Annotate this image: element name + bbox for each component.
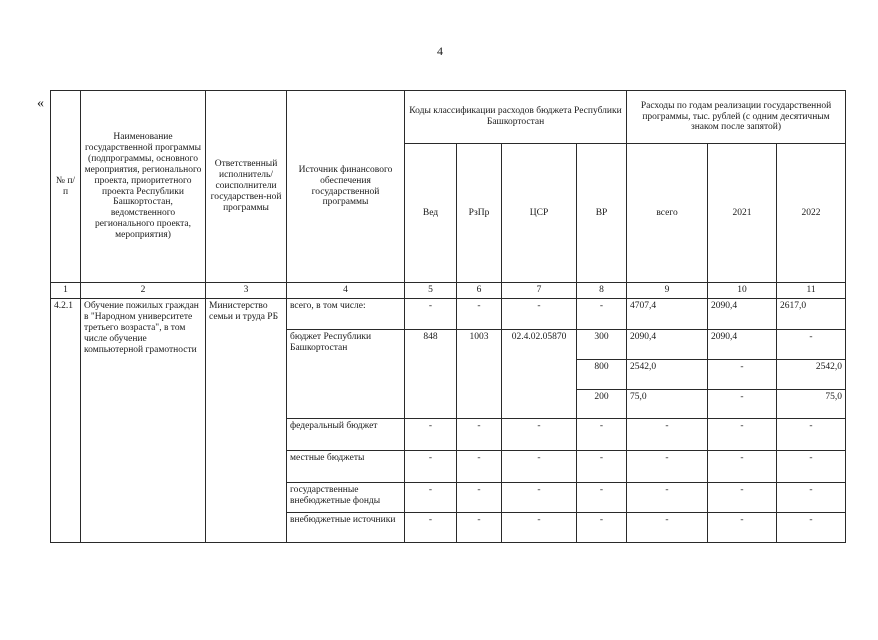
vr-cell: - (577, 483, 627, 513)
col-number: 6 (457, 283, 502, 299)
csr-cell: - (502, 299, 577, 330)
total-cell: 2090,4 (627, 330, 708, 360)
ved-cell: - (405, 513, 457, 543)
year-2022-cell: - (777, 330, 846, 360)
year-2021-cell: 2090,4 (708, 299, 777, 330)
total-cell: - (627, 483, 708, 513)
source-cell: всего, в том числе: (287, 299, 405, 330)
source-cell: бюджет Республики Башкортостан (287, 330, 405, 419)
vr-cell: - (577, 299, 627, 330)
vr-cell: - (577, 513, 627, 543)
year-2021-cell: - (708, 419, 777, 451)
col-number: 9 (627, 283, 708, 299)
csr-cell: - (502, 513, 577, 543)
col-number: 4 (287, 283, 405, 299)
rzpr-cell: 1003 (457, 330, 502, 419)
rzpr-cell: - (457, 513, 502, 543)
csr-cell: - (502, 483, 577, 513)
header-rzpr: РзПр (457, 144, 502, 283)
col-number: 2 (81, 283, 206, 299)
header-ved: Вед (405, 144, 457, 283)
total-cell: - (627, 513, 708, 543)
header-2021: 2021 (708, 144, 777, 283)
year-2022-cell: - (777, 419, 846, 451)
table-row (51, 299, 846, 330)
total-cell: - (627, 419, 708, 451)
ved-cell: - (405, 451, 457, 483)
item-executor: Министерство семьи и труда РБ (206, 299, 287, 543)
year-2022-cell: - (777, 513, 846, 543)
source-cell: местные бюджеты (287, 451, 405, 483)
csr-cell: - (502, 451, 577, 483)
col-number: 7 (502, 283, 577, 299)
header-executor: Ответственный исполнитель/ соисполнители государствен-ной программы (206, 91, 287, 283)
ved-cell: - (405, 483, 457, 513)
year-2021-cell: - (708, 451, 777, 483)
year-2022-cell: 75,0 (777, 390, 846, 419)
vr-cell: 300 (577, 330, 627, 360)
header-vr: ВР (577, 144, 627, 283)
header-name: Наименование государственной программы (подпрограммы, основного мероприятия, регионального проекта, приоритетного проекта Республики Башкортостан, ведомственного регионального проекта, мероприятия) (81, 91, 206, 283)
header-codes-group: Коды классификации расходов бюджета Республики Башкортостан (405, 91, 627, 144)
column-number-row (51, 283, 846, 299)
header-total: всего (627, 144, 708, 283)
ved-cell: - (405, 299, 457, 330)
vr-cell: 200 (577, 390, 627, 419)
budget-table (50, 90, 846, 543)
total-cell: 75,0 (627, 390, 708, 419)
source-cell: внебюджетные источники (287, 513, 405, 543)
rzpr-cell: - (457, 299, 502, 330)
rzpr-cell: - (457, 419, 502, 451)
item-name: Обучение пожилых граждан в "Народном университете третьего возраста", в том числе обучение компьютерной грамотности (81, 299, 206, 543)
year-2021-cell: - (708, 513, 777, 543)
rzpr-cell: - (457, 451, 502, 483)
opening-quote-mark: « (37, 96, 44, 111)
ved-cell: 848 (405, 330, 457, 419)
year-2022-cell: - (777, 451, 846, 483)
header-csr: ЦСР (502, 144, 577, 283)
header-expenses-group: Расходы по годам реализации государственной программы, тыс. рублей (с одним десятичным знаком после запятой) (627, 91, 846, 144)
csr-cell: 02.4.02.05870 (502, 330, 577, 419)
col-number: 3 (206, 283, 287, 299)
source-cell: государственные внебюджетные фонды (287, 483, 405, 513)
header-2022: 2022 (777, 144, 846, 283)
year-2021-cell: - (708, 483, 777, 513)
rzpr-cell: - (457, 483, 502, 513)
header-row (51, 91, 846, 144)
year-2022-cell: 2617,0 (777, 299, 846, 330)
col-number: 5 (405, 283, 457, 299)
col-number: 11 (777, 283, 846, 299)
source-cell: федеральный бюджет (287, 419, 405, 451)
header-source: Источник финансового обеспечения государственной программы (287, 91, 405, 283)
year-2021-cell: - (708, 390, 777, 419)
year-2022-cell: 2542,0 (777, 360, 846, 390)
vr-cell: - (577, 451, 627, 483)
year-2021-cell: 2090,4 (708, 330, 777, 360)
vr-cell: 800 (577, 360, 627, 390)
item-number: 4.2.1 (51, 299, 81, 543)
col-number: 10 (708, 283, 777, 299)
col-number: 8 (577, 283, 627, 299)
col-number: 1 (51, 283, 81, 299)
page-number: 4 (437, 44, 443, 58)
year-2022-cell: - (777, 483, 846, 513)
total-cell: 4707,4 (627, 299, 708, 330)
vr-cell: - (577, 419, 627, 451)
year-2021-cell: - (708, 360, 777, 390)
csr-cell: - (502, 419, 577, 451)
total-cell: 2542,0 (627, 360, 708, 390)
header-num: № п/п (51, 91, 81, 283)
total-cell: - (627, 451, 708, 483)
ved-cell: - (405, 419, 457, 451)
